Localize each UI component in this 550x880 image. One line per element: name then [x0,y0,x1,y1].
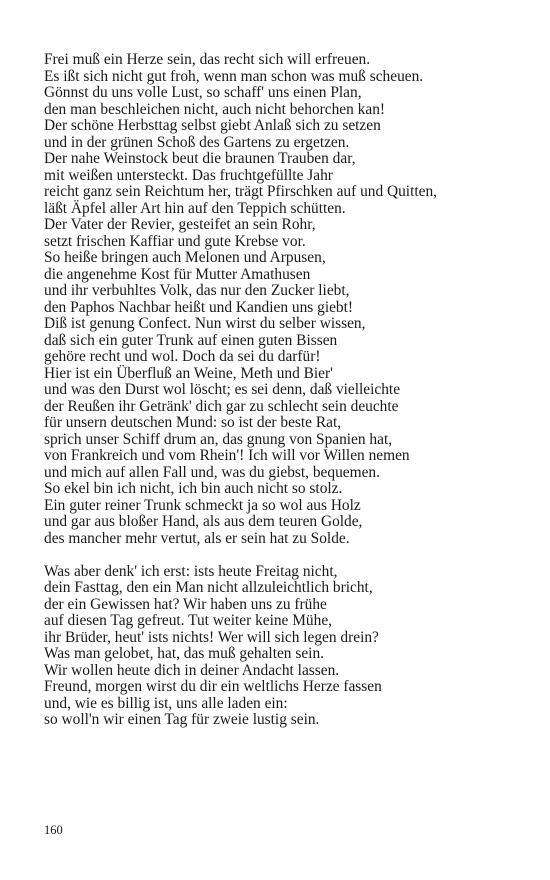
poem-line: Wir wollen heute dich in deiner Andacht lassen. [44,661,340,679]
poem-line: daß sich ein guter Trunk auf einen guten Bissen [44,331,338,349]
stanza [44,564,539,729]
poem-line: den Paphos Nachbar heißt und Kandien uns giebt! [44,298,354,316]
poem-line: Der Vater der Revier, gesteifet an sein Rohr, [44,216,316,233]
poem-line: Freund, morgen wirst du dir ein weltlichs Herze fassen [44,678,382,695]
poem-line: so woll'n wir einen Tag für zweie lustig sein. [44,711,320,728]
poem-line: So ekel bin ich nicht, ich bin auch nicht so stolz. [44,480,343,497]
poem-line: So heiße bringen auch Melonen und Arpusen, [44,249,326,266]
poem-line: setzt frischen Kaffiar und gute Krebse vor. [44,232,306,250]
poem-line: Hier ist ein Überfluß an Weine, Meth und Bier' [44,364,333,382]
poem-line: gehöre recht und wol. Doch da sei du darfür! [44,348,321,365]
poem-line: von Frankreich und vom Rhein'! Ich will vor Willen nemen [44,447,410,464]
poem-line: Diß ist genung Confect. Nun wirst du selber wissen, [44,315,366,332]
poem-line: Der nahe Weinstock beut die braunen Trauben dar, [44,150,356,167]
poem-line: Ein guter reiner Trunk schmeckt ja so wol aus Holz [44,496,361,514]
poem-line: Was aber denk' ich erst: ists heute Freitag nicht, [44,562,338,580]
poem-line: läßt Äpfel aller Art hin auf den Teppich schütten. [44,199,346,217]
poem-line: und mich auf allen Fall und, was du giebst, bequemen. [44,463,380,481]
poem-line: reicht ganz sein Reichtum her, trägt Pfirschken auf und Quitten, [44,183,438,200]
poem-line: und, wie es billig ist, uns alle laden ein: [44,694,288,712]
poem-line: und was den Durst wol löscht; es sei denn, daß vielleichte [44,381,401,398]
stanza [44,52,539,547]
poem-line: Der schöne Herbsttag selbst giebt Anlaß sich zu setzen [44,117,381,134]
poem-line: ihr Brüder, heut' ists nichts! Wer will sich legen drein? [44,628,379,646]
poem-line: des mancher mehr vertut, als er sein hat zu Solde. [44,529,350,547]
poem-line: die angenehme Kost für Mutter Amathusen [44,265,311,283]
poem-line: Frei muß ein Herze sein, das recht sich will erfreuen. [44,51,371,68]
poem-line: mit weißen untersteckt. Das fruchtgefüllte Jahr [44,166,333,184]
poem-text [44,52,539,729]
poem-line: auf diesen Tag gefreut. Tut weiter keine Mühe, [44,612,332,629]
poem-line: der ein Gewissen hat? Wir haben uns zu frühe [44,595,327,613]
poem-line: dein Fasttag, den ein Man nicht allzuleichtlich bricht, [44,579,373,596]
page-number: 160 [44,823,63,837]
poem-line: Es ißt sich nicht gut froh, wenn man schon was muß scheuen. [44,67,424,85]
poem-line: und ihr verbuhltes Volk, das nur den Zucker liebt, [44,282,350,299]
poem-line: Was man gelobet, hat, das muß gehalten sein. [44,645,324,662]
poem-line: den man beschleichen nicht, auch nicht behorchen kan! [44,100,386,118]
poem-line: sprich unser Schiff drum an, das gnung von Spanien hat, [44,430,393,448]
poem-line: und gar aus bloßer Hand, als aus dem teuren Golde, [44,513,363,530]
poem-line: für unsern deutschen Mund: so ist der beste Rat, [44,414,342,431]
poem-line: Gönnst du uns volle Lust, so schaff' uns einen Plan, [44,84,362,101]
poem-line: der Reußen ihr Getränk' dich gar zu schlecht sein deuchte [44,397,399,415]
poem-line: und in der grünen Schoß des Gartens zu ergetzen. [44,133,350,151]
